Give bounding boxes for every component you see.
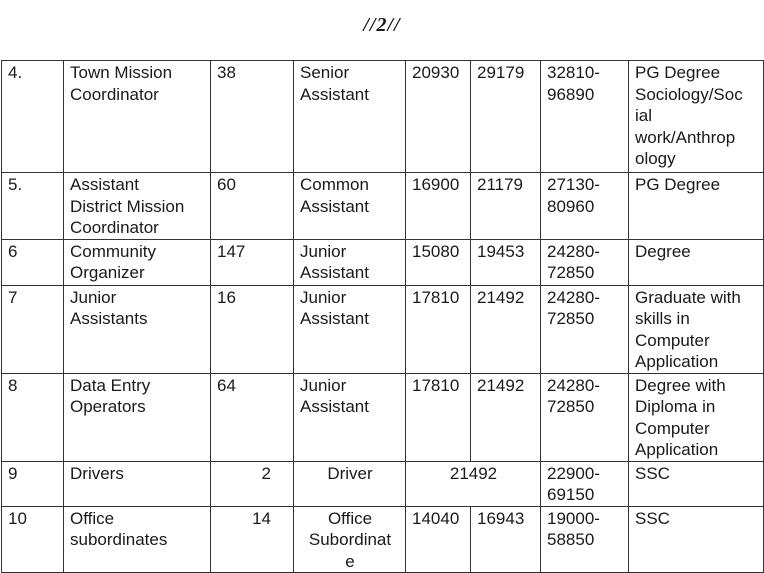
post-name-cell: Office subordinates [64, 506, 211, 573]
post-count-cell: 14 [211, 506, 294, 573]
post-name-cell: Drivers [64, 461, 211, 506]
serial-number-cell: 8 [2, 373, 64, 461]
pay-scale-cell: 24280- 72850 [541, 239, 629, 285]
serial-number-cell: 6 [2, 239, 64, 285]
serial-number-cell: 9 [2, 461, 64, 506]
post-count-cell: 16 [211, 285, 294, 373]
pay-max-cell: 19453 [471, 239, 541, 285]
pay-max-cell: 21179 [471, 173, 541, 240]
posts-table [1, 60, 764, 573]
serial-number-cell: 5. [2, 173, 64, 240]
pay-scale-cell: 22900- 69150 [541, 461, 629, 506]
post-count-cell: 60 [211, 173, 294, 240]
pay-min-cell: 17810 [406, 373, 471, 461]
pay-scale-cell: 24280- 72850 [541, 373, 629, 461]
post-name-cell: Assistant District Mission Coordinator [64, 173, 211, 240]
pay-min-cell: 20930 [406, 61, 471, 173]
qualification-cell: Degree with Diploma in Computer Application [629, 373, 764, 461]
serial-number-cell: 7 [2, 285, 64, 373]
qualification-cell: PG Degree Sociology/Soc ial work/Anthrop ology [629, 61, 764, 173]
pay-max-cell: 29179 [471, 61, 541, 173]
table-row [2, 173, 764, 240]
post-name-cell: Junior Assistants [64, 285, 211, 373]
post-count-cell: 147 [211, 239, 294, 285]
table-row [2, 506, 764, 573]
qualification-cell: PG Degree [629, 173, 764, 240]
pay-scale-cell: 32810- 96890 [541, 61, 629, 173]
pay-max-cell: 21492 [471, 373, 541, 461]
equivalent-post-cell: Junior Assistant [294, 239, 406, 285]
pay-max-cell: 21492 [471, 285, 541, 373]
qualification-cell: Graduate with skills in Computer Application [629, 285, 764, 373]
equivalent-post-cell: Junior Assistant [294, 373, 406, 461]
table-row [2, 461, 764, 506]
pay-scale-cell: 19000- 58850 [541, 506, 629, 573]
pay-min-cell: 14040 [406, 506, 471, 573]
equivalent-post-cell: Senior Assistant [294, 61, 406, 173]
serial-number-cell: 10 [2, 506, 64, 573]
pay-min-cell: 16900 [406, 173, 471, 240]
pay-scale-cell: 27130- 80960 [541, 173, 629, 240]
post-count-cell: 38 [211, 61, 294, 173]
table-row [2, 61, 764, 173]
pay-max-cell: 16943 [471, 506, 541, 573]
equivalent-post-cell: Driver [294, 461, 406, 506]
serial-number-cell: 4. [2, 61, 64, 173]
equivalent-post-cell: Office Subordinat e [294, 506, 406, 573]
pay-min-cell: 15080 [406, 239, 471, 285]
post-name-cell: Town Mission Coordinator [64, 61, 211, 173]
table-row [2, 239, 764, 285]
equivalent-post-cell: Common Assistant [294, 173, 406, 240]
post-name-cell: Community Organizer [64, 239, 211, 285]
post-name-cell: Data Entry Operators [64, 373, 211, 461]
post-count-cell: 2 [211, 461, 294, 506]
page-number: //2// [363, 14, 401, 36]
table-row [2, 285, 764, 373]
equivalent-post-cell: Junior Assistant [294, 285, 406, 373]
pay-scale-cell: 24280- 72850 [541, 285, 629, 373]
table-row [2, 373, 764, 461]
pay-merged-cell: 21492 [406, 461, 541, 506]
pay-min-cell: 17810 [406, 285, 471, 373]
post-count-cell: 64 [211, 373, 294, 461]
qualification-cell: SSC [629, 461, 764, 506]
qualification-cell: SSC [629, 506, 764, 573]
qualification-cell: Degree [629, 239, 764, 285]
